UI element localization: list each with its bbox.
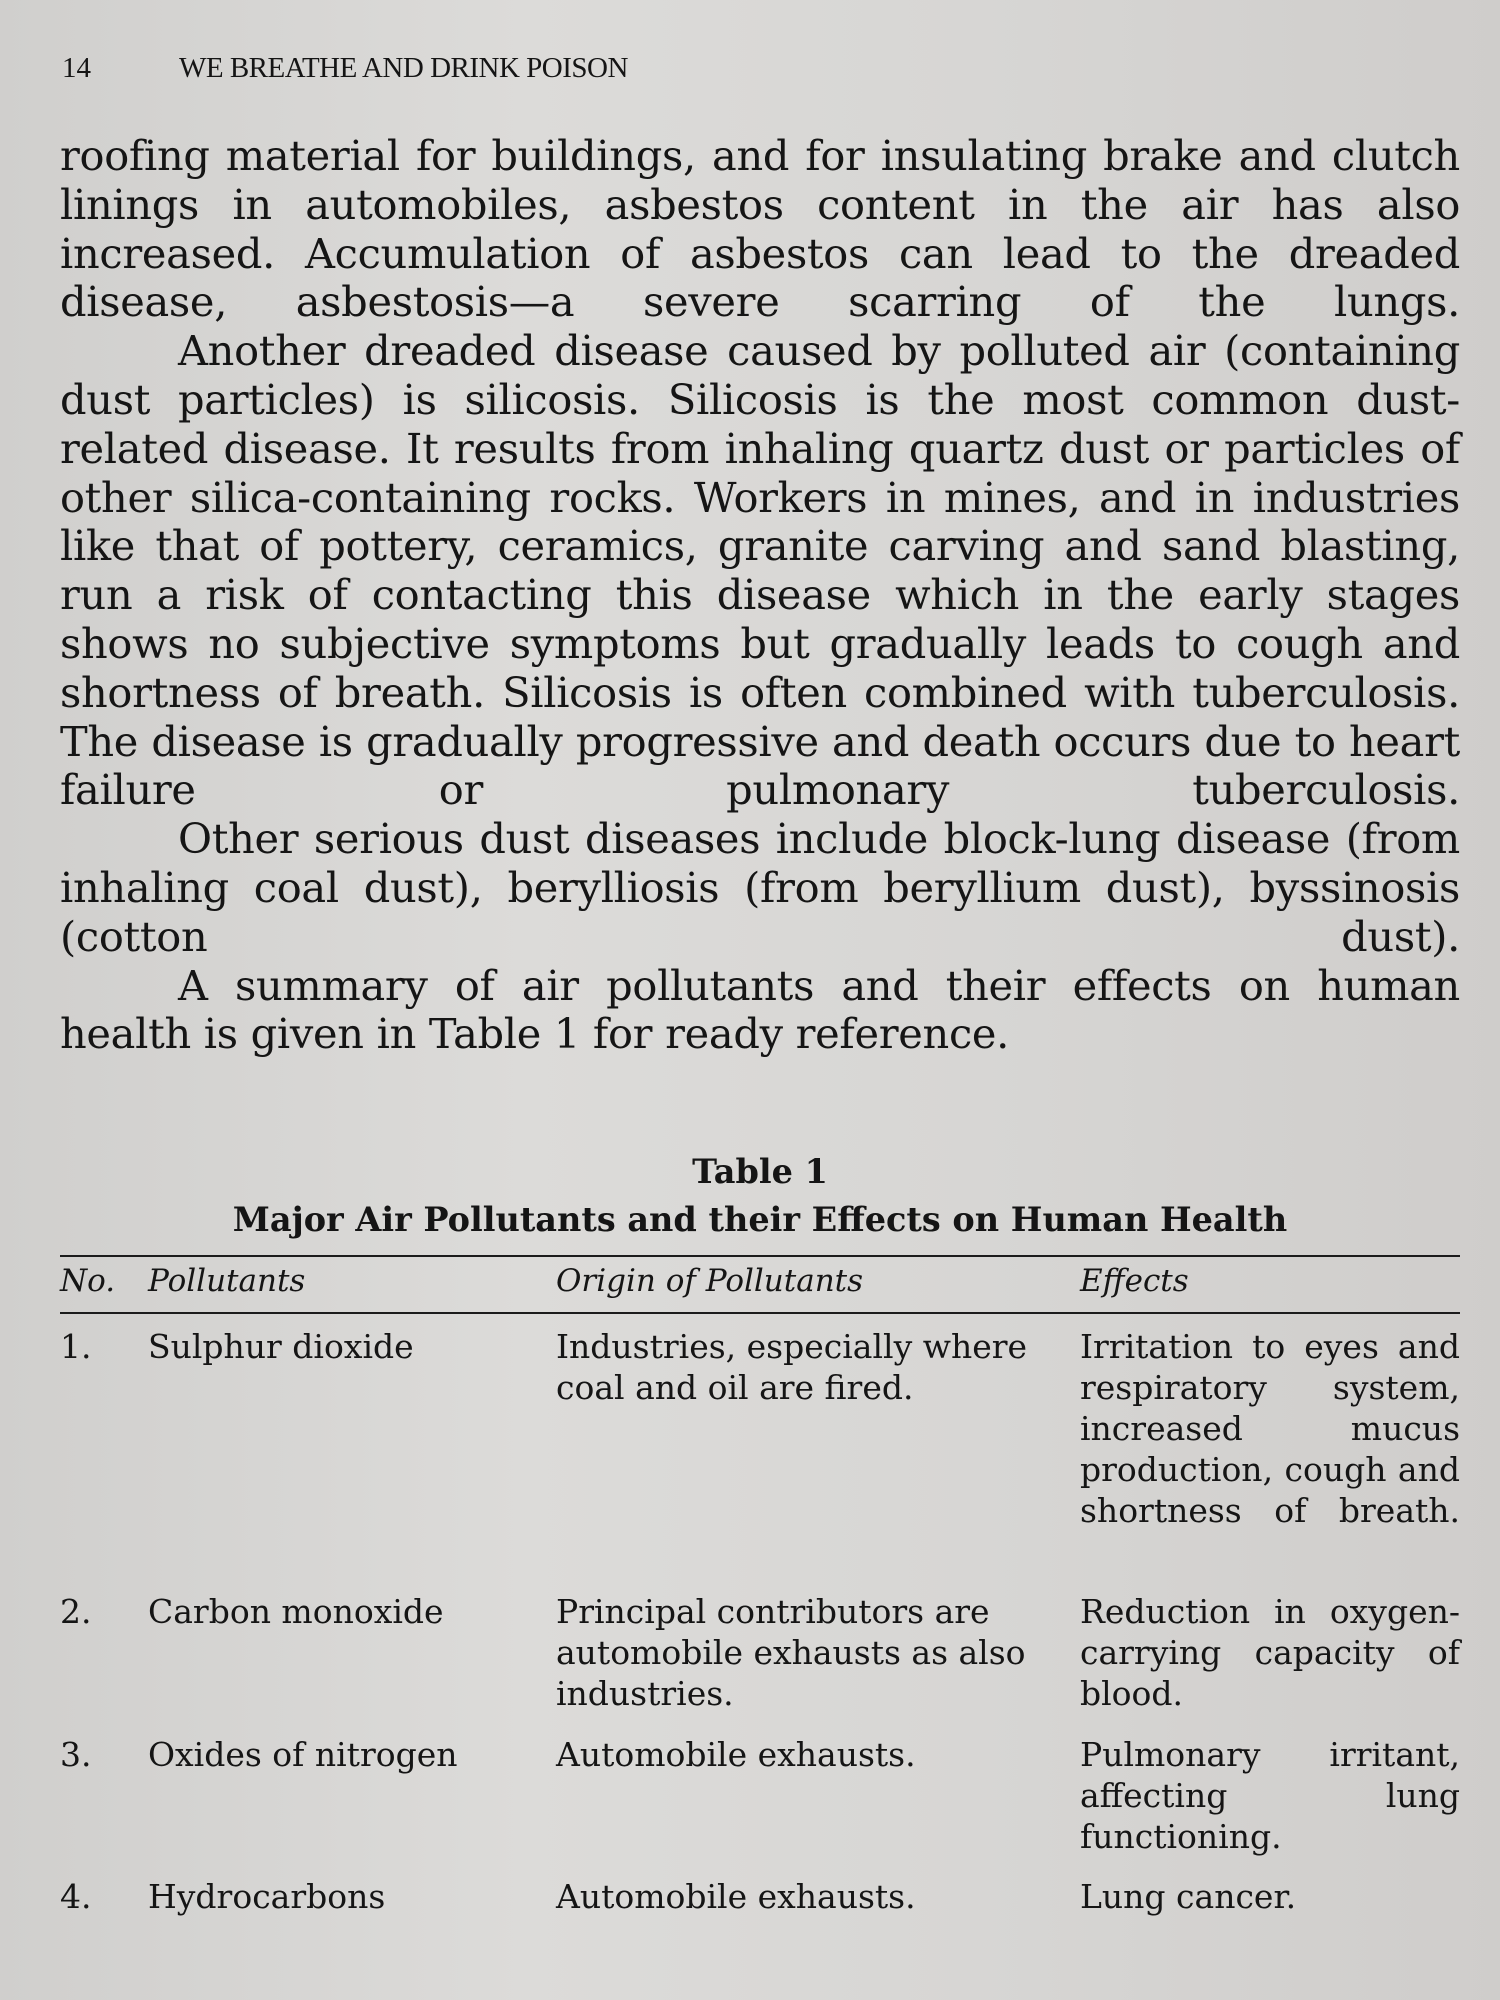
column-header-effects: Effects	[1080, 1263, 1189, 1299]
pollutant-name: Carbon monoxide	[148, 1592, 444, 1631]
pollutant-origin: Automobile exhausts.	[556, 1735, 916, 1774]
page-number: 14	[62, 52, 91, 84]
row-number: 2.	[60, 1592, 92, 1631]
column-header-pollutants: Pollutants	[148, 1263, 306, 1299]
pollutant-origin: Principal contributors are automobile exhausts as also industries.	[556, 1592, 1026, 1713]
running-header	[62, 52, 628, 85]
pollutant-origin: Automobile exhausts.	[556, 1877, 916, 1916]
table-caption	[60, 1148, 1460, 1244]
row-number: 1.	[60, 1327, 92, 1366]
table-header-rule	[60, 1312, 1460, 1314]
paragraph-asbestos: roofing material for buildings, and for insulating brake and clutch linings in automobiles, asbestos content in the air has also increased. Accumulation of asbestos can lead to the dreaded disease, asbestosis—a severe scarring of the lungs.	[60, 131, 1460, 327]
column-header-no: No.	[60, 1263, 116, 1299]
row-number: 4.	[60, 1877, 92, 1916]
running-title: WE BREATHE AND DRINK POISON	[179, 52, 628, 84]
table-label: Table 1	[692, 1152, 828, 1191]
table-header-row	[60, 1263, 1460, 1307]
column-header-origin: Origin of Pollutants	[556, 1263, 864, 1299]
paragraph-dust-diseases: Other serious dust diseases include block-lung disease (from inhaling coal dust), berylliosis (from beryllium dust), byssinosis (cotton dust).	[60, 814, 1460, 961]
paragraph-silicosis: Another dreaded disease caused by polluted air (containing dust particles) is silicosis. Silicosis is the most common dust-related disease. It results from inhaling quartz dust or particles of other silica-containing rocks. Workers in mines, and in industries like that of pottery, ceramics, granite carving and sand blasting, run a risk of contacting this disease which in the early stages shows no subjective symptoms but gradually leads to cough and shortness of breath. Silicosis is often combined with tuberculosis. The disease is gradually progressive and death occurs due to heart failure or pulmonary tuberculosis.	[60, 326, 1460, 815]
row-number: 3.	[60, 1735, 92, 1774]
table-top-rule	[60, 1255, 1460, 1257]
pollutant-name: Sulphur dioxide	[148, 1327, 414, 1366]
table-title: Major Air Pollutants and their Effects on Human Health	[232, 1200, 1288, 1239]
pollutant-name: Oxides of nitrogen	[148, 1735, 458, 1774]
paragraph-table-summary: A summary of air pollutants and their effects on human health is given in Table 1 for ready reference.	[60, 960, 1460, 1059]
pollutant-name: Hydrocarbons	[148, 1877, 386, 1916]
pollutant-effects: Reduction in oxygen-carrying capacity of blood.	[1080, 1592, 1460, 1713]
pollutant-effects: Lung cancer.	[1080, 1877, 1297, 1916]
pollutant-origin: Industries, especially where coal and oil are fired.	[556, 1327, 1028, 1407]
pollutant-effects: Pulmonary irritant, affecting lung functioning.	[1080, 1735, 1460, 1856]
pollutant-effects: Irritation to eyes and respiratory system, increased mucus production, cough and shortness of breath.	[1080, 1327, 1460, 1530]
body-text	[60, 132, 1460, 1059]
